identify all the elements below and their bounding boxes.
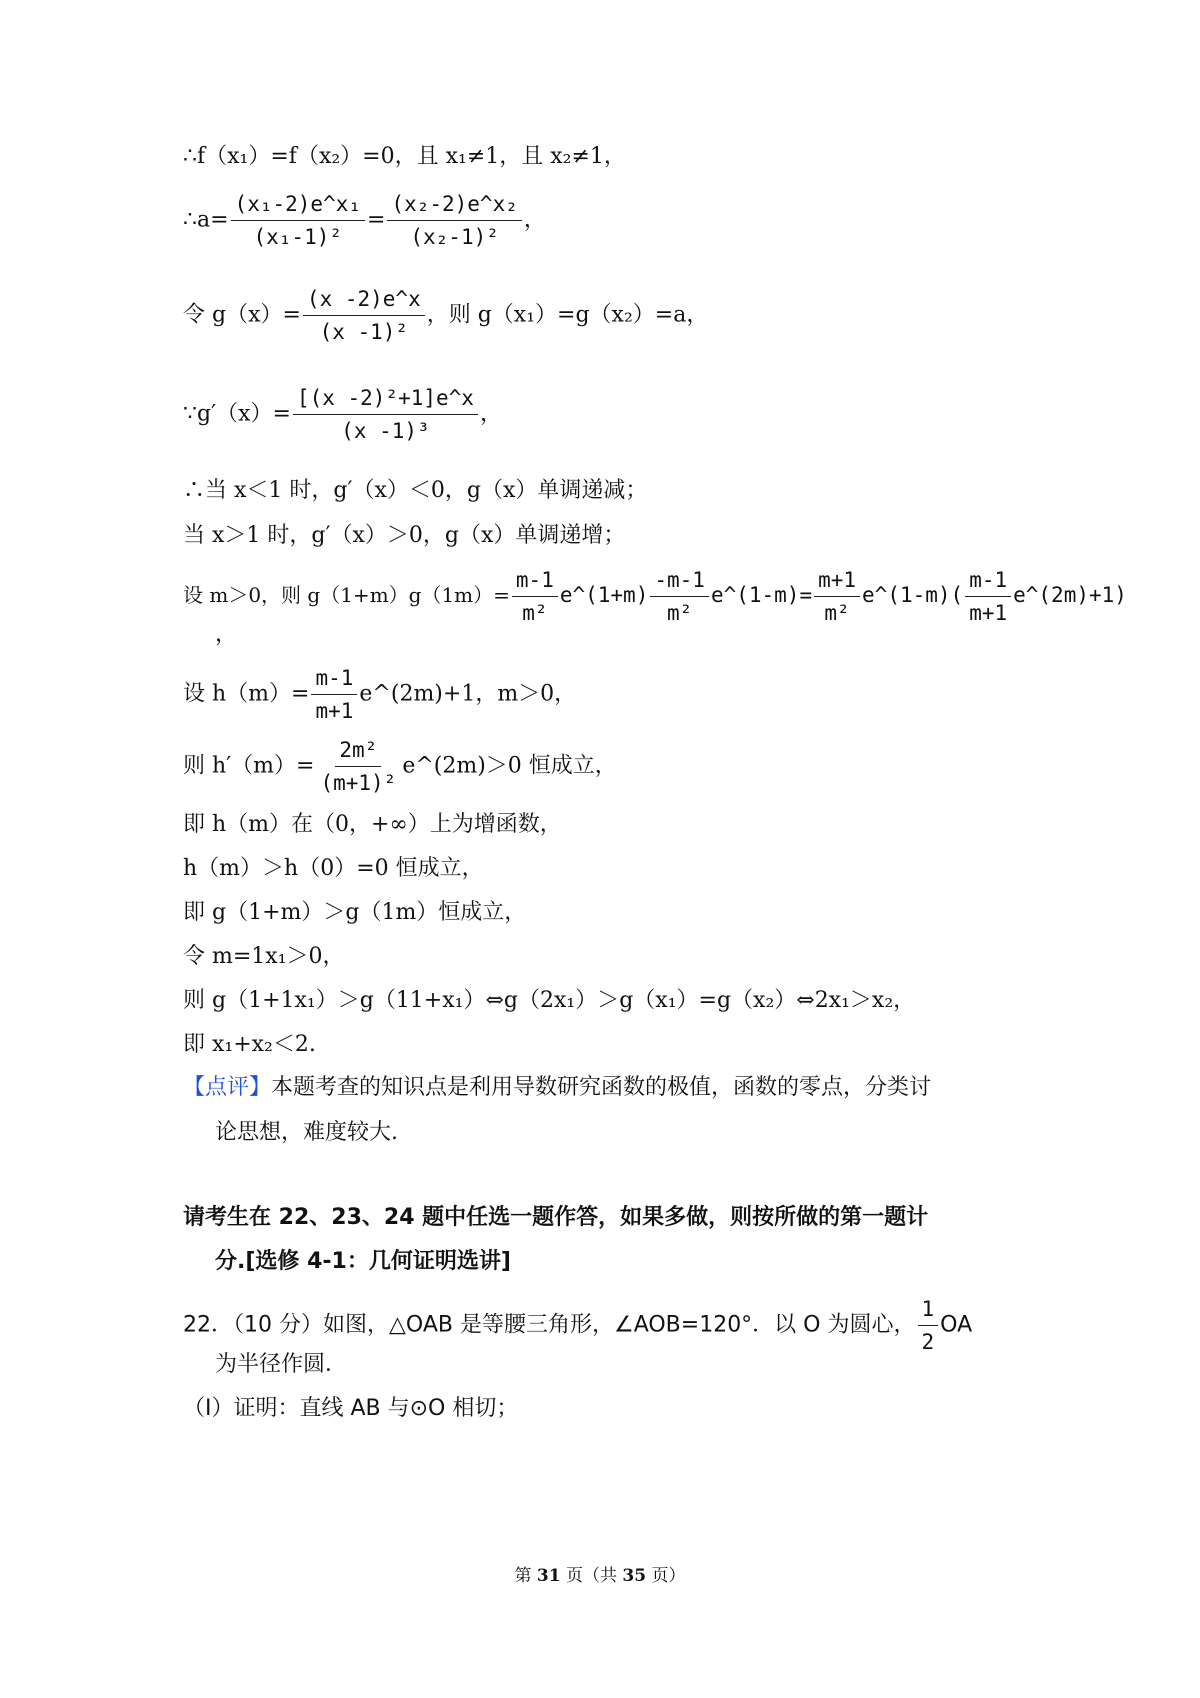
- line-10: 则 h′（m）= $\frac{\text{2m²}}{\text{(m+1)²}}$ e^(2m)＞0 恒成立，: [183, 738, 617, 795]
- line-8: ，: [215, 622, 238, 647]
- page-number: 31: [536, 1566, 561, 1586]
- line-6: 当 x＞1 时，g′（x）＞0，g（x）单调递增；: [183, 523, 626, 548]
- question-22-cont: 为半径作圆．: [215, 1352, 348, 1377]
- comment-tag: 【点评】: [183, 1075, 272, 1100]
- fraction: $\frac{m+1}{\text{m²}}$: [814, 566, 860, 627]
- question-22: 22．（10 分）如图，△OAB 是等腰三角形，∠AOB=120°．以 O 为圆心， $\frac{1}{2}$ OA: [183, 1297, 973, 1354]
- fraction: $\frac{m-1}{\text{m²}}$: [512, 566, 558, 627]
- fraction: $\frac{(x -2)e\^{}x}{\text{(x -1)²}}$: [303, 285, 425, 346]
- comment-line: 【点评】本题考查的知识点是利用导数研究函数的极值，函数的零点，分类讨: [183, 1075, 932, 1100]
- line-13: 即 g（1+m）＞g（1m）恒成立，: [183, 900, 527, 925]
- line-1: ∴f（x₁）=f（x₂）=0，且 x₁≠1，且 x₂≠1，: [183, 144, 626, 169]
- fraction: $\frac{m-1}{m+1}$: [965, 566, 1011, 627]
- fraction: $\frac{m-1}{m+1}$: [311, 664, 357, 725]
- line-16: 即 x₁+x₂＜2.: [183, 1032, 316, 1057]
- line-15: 则 g（1+1x₁）＞g（11+x₁）⇔g（2x₁）＞g（x₁）=g（x₂）⇔2x₁＞x₂，: [183, 988, 916, 1013]
- line-11: 即 h（m）在（0，+∞）上为增函数，: [183, 812, 562, 837]
- fraction: $\frac{\text{(x₂-2)e\textasciicircum{}x₂}}{\text{(x₂-1)²}}$: [387, 190, 521, 251]
- line-5: ∴当 x＜1 时，g′（x）＜0，g（x）单调递减；: [183, 478, 648, 503]
- line-2: ∴a= $\frac{\text{(x₁-2)e\textasciicircum{}x₁}}{\text{(x₁-1)²}}$ = $\frac{\text{(x₂-2)e\textasciicircum{}x₂}}{\text{(x₂-1)²}}$ ，: [183, 192, 546, 249]
- line-7: 设 m＞0，则 g（1+m）g（1m）= $\frac{m-1}{\text{m²}}$ e^(1+m) $\frac{-m-1}{\text{m²}}$ e^(1-m)= $\frac{m+1}{\text{m²}}$ e^(1-m)( $\frac{m-1}{m+1}$ e^(2m)+1): [183, 568, 1127, 625]
- page-total: 35: [622, 1566, 647, 1586]
- section-heading: 请考生在 22、23、24 题中任选一题作答，如果多做，则按所做的第一题计: [183, 1205, 929, 1230]
- fraction: $\frac{-m-1}{\text{m²}}$: [650, 566, 709, 627]
- fraction: $\frac{\text{(x₁-2)e\textasciicircum{}x₁}}{\text{(x₁-1)²}}$: [231, 190, 365, 251]
- fraction: $\frac{\text{[(x -2)²+1]e\textasciicircum{}x}}{\text{(x -1)³}}$: [293, 384, 478, 445]
- page-footer: 第 31 页（共 35 页）: [514, 1566, 686, 1586]
- question-22-part-1: （Ⅰ）证明：直线 AB 与⊙O 相切；: [183, 1396, 519, 1421]
- fraction: $\frac{\text{2m²}}{\text{(m+1)²}}$: [320, 738, 397, 795]
- line-2-prefix: ∴a=: [183, 207, 229, 233]
- line-12: h（m）＞h（0）=0 恒成立，: [183, 856, 484, 881]
- section-heading-2: 分.[选修 4-1：几何证明选讲]: [215, 1249, 511, 1274]
- comment-line-2: 论思想，难度较大.: [215, 1120, 398, 1145]
- line-14: 令 m=1x₁＞0，: [183, 944, 345, 969]
- fraction-half: $\frac{1}{2}$: [918, 1295, 939, 1356]
- line-9: 设 h（m）= $\frac{m-1}{m+1}$ e^(2m)+1，m＞0，: [183, 666, 577, 723]
- line-4: ∵g′（x）= $\frac{\text{[(x -2)²+1]e\textasciicircum{}x}}{\text{(x -1)³}}$ ，: [183, 386, 502, 443]
- line-3: 令 g（x）= $\frac{(x -2)e\^{}x}{\text{(x -1)²}}$ ，则 g（x₁）=g（x₂）=a，: [183, 287, 709, 344]
